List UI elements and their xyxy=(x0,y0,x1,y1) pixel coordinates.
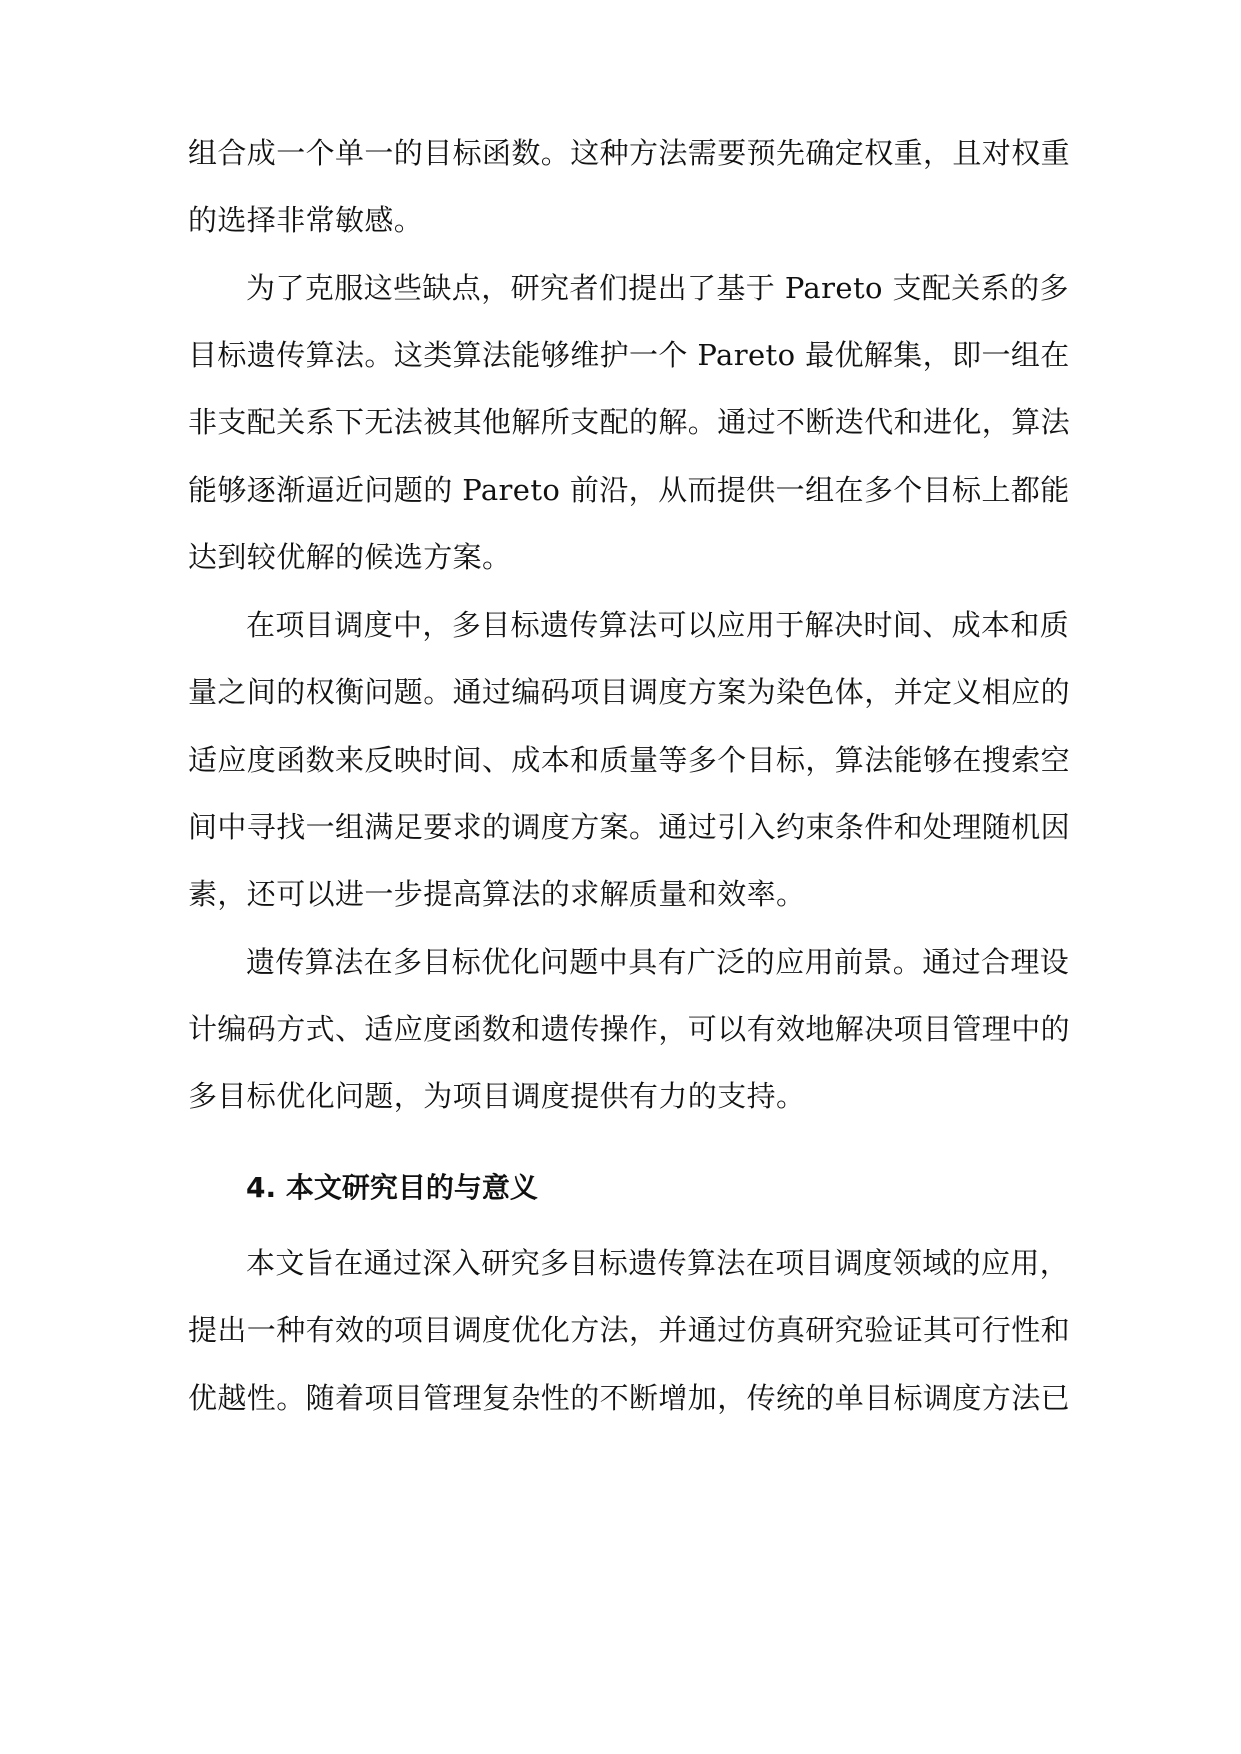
paragraph-line: 间中寻找一组满足要求的调度方案。通过引入约束条件和处理随机因 xyxy=(188,810,1071,844)
paragraph-line: 非支配关系下无法被其他解所支配的解。通过不断迭代和进化，算法 xyxy=(188,405,1071,439)
paragraph-line: 组合成一个单一的目标函数。这种方法需要预先确定权重，且对权重 xyxy=(188,136,1071,170)
paragraph-line: 提出一种有效的项目调度优化方法，并通过仿真研究验证其可行性和 xyxy=(188,1313,1071,1347)
paragraph-line: 量之间的权衡问题。通过编码项目调度方案为染色体，并定义相应的 xyxy=(188,675,1071,709)
paragraph-line: 在项目调度中，多目标遗传算法可以应用于解决时间、成本和质 xyxy=(246,608,1070,642)
paragraph-line: 本文旨在通过深入研究多目标遗传算法在项目调度领域的应用， xyxy=(246,1246,1070,1280)
section-heading: 4. 本文研究目的与意义 xyxy=(246,1171,538,1204)
paragraph-line: 适应度函数来反映时间、成本和质量等多个目标，算法能够在搜索空 xyxy=(188,743,1071,777)
paragraph-line: 为了克服这些缺点，研究者们提出了基于 Pareto 支配关系的多 xyxy=(246,271,1069,305)
paragraph-line: 目标遗传算法。这类算法能够维护一个 Pareto 最优解集，即一组在 xyxy=(188,338,1070,372)
paragraph-line: 多目标优化问题，为项目调度提供有力的支持。 xyxy=(188,1079,806,1113)
paragraph-line: 遗传算法在多目标优化问题中具有广泛的应用前景。通过合理设 xyxy=(246,945,1070,979)
paragraph-line: 的选择非常敏感。 xyxy=(188,203,424,237)
paragraph-line: 优越性。随着项目管理复杂性的不断增加，传统的单目标调度方法已 xyxy=(188,1381,1071,1415)
paragraph-line: 达到较优解的候选方案。 xyxy=(188,540,512,574)
paragraph-line: 计编码方式、适应度函数和遗传操作，可以有效地解决项目管理中的 xyxy=(188,1012,1071,1046)
paragraph-line: 素，还可以进一步提高算法的求解质量和效率。 xyxy=(188,877,806,911)
paragraph-line: 能够逐渐逼近问题的 Pareto 前沿，从而提供一组在多个目标上都能 xyxy=(188,473,1070,507)
